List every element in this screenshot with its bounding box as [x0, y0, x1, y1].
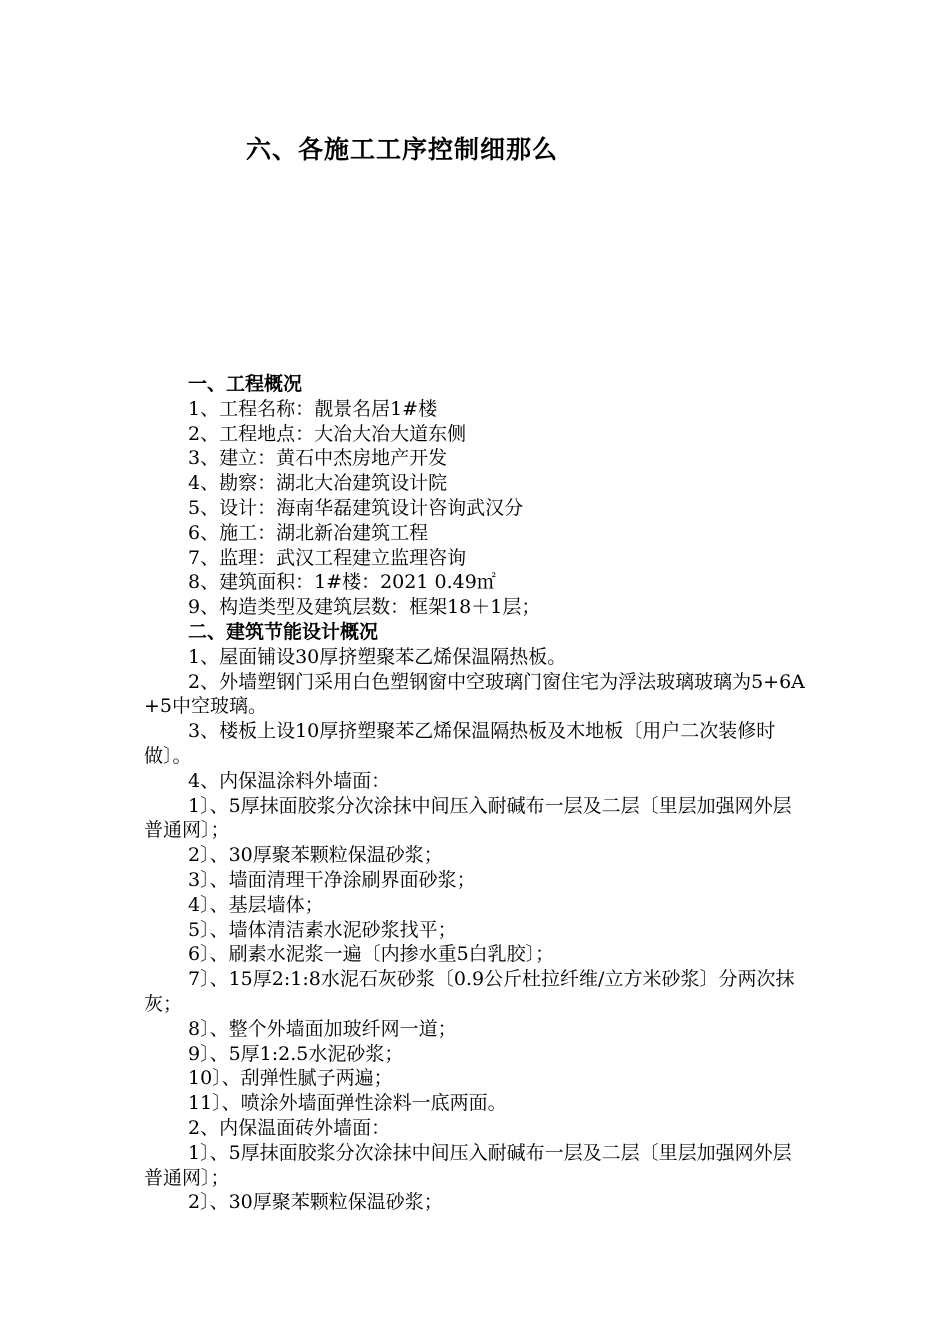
list-item: 2〕、30厚聚苯颗粒保温砂浆； — [188, 844, 443, 867]
list-item: 8〕、整个外墙面加玻纤网一道； — [188, 1017, 457, 1040]
list-item: 9〕、5厚1:2.5水泥砂浆； — [188, 1042, 404, 1065]
list-item: 3、建立：黄石中杰房地产开发 — [188, 447, 448, 470]
list-item: 1、屋面铺设30厚挤塑聚苯乙烯保温隔热板。 — [188, 645, 567, 668]
list-item: 7、监理：武汉工程建立监理咨询 — [188, 546, 467, 569]
list-item: 11〕、喷涂外墙面弹性涂料一底两面。 — [188, 1092, 507, 1115]
list-item: 9、构造类型及建筑层数：框架18＋1层； — [188, 596, 541, 619]
list-item: 6〕、刷素水泥浆一遍〔内掺水重5白乳胶〕； — [188, 943, 555, 966]
document-body — [144, 372, 808, 1215]
list-item: 3、楼板上设10厚挤塑聚苯乙烯保温隔热板及木地板〔用户二次装修时做〕。 — [144, 720, 776, 767]
section-heading: 一、工程概况 — [188, 373, 303, 395]
list-item: 2、外墙塑钢门采用白色塑钢窗中空玻璃门窗住宅为浮法玻璃玻璃为5+6A+5中空玻璃。 — [144, 670, 805, 718]
list-item: 5、设计：海南华磊建筑设计咨询武汉分 — [188, 496, 524, 519]
list-item: 3〕、墙面清理干净涂刷界面砂浆； — [188, 868, 476, 891]
list-item: 10〕、刮弹性腻子两遍； — [188, 1067, 393, 1090]
list-item: 1、工程名称：靓景名居1#楼 — [188, 397, 438, 420]
list-item: 4、勘察：湖北大冶建筑设计院 — [188, 472, 448, 495]
list-item: 2、内保温面砖外墙面： — [188, 1116, 391, 1139]
list-item: 8、建筑面积：1#楼：2021 0.49㎡ — [188, 571, 496, 594]
list-item: 2、工程地点：大冶大冶大道东侧 — [188, 422, 467, 445]
section-heading: 二、建筑节能设计概况 — [188, 620, 379, 643]
list-item: 1〕、5厚抹面胶浆分次涂抹中间压入耐碱布一层及二层〔里层加强网外层普通网〕； — [144, 1141, 792, 1189]
list-item: 4、内保温涂料外墙面： — [188, 769, 391, 792]
list-item: 1〕、5厚抹面胶浆分次涂抹中间压入耐碱布一层及二层〔里层加强网外层普通网〕； — [144, 794, 792, 842]
list-item: 4〕、基层墙体； — [188, 893, 324, 916]
list-item: 7〕、15厚2:1:8水泥石灰砂浆〔0.9公斤杜拉纤维/立方米砂浆〕分两次抹灰； — [144, 968, 795, 1015]
page-title: 六、各施工工序控制细那么 — [246, 135, 559, 164]
list-item: 6、施工：湖北新冶建筑工程 — [188, 521, 429, 544]
list-item: 2〕、30厚聚苯颗粒保温砂浆； — [188, 1191, 443, 1214]
list-item: 5〕、墙体清洁素水泥砂浆找平； — [188, 918, 457, 941]
